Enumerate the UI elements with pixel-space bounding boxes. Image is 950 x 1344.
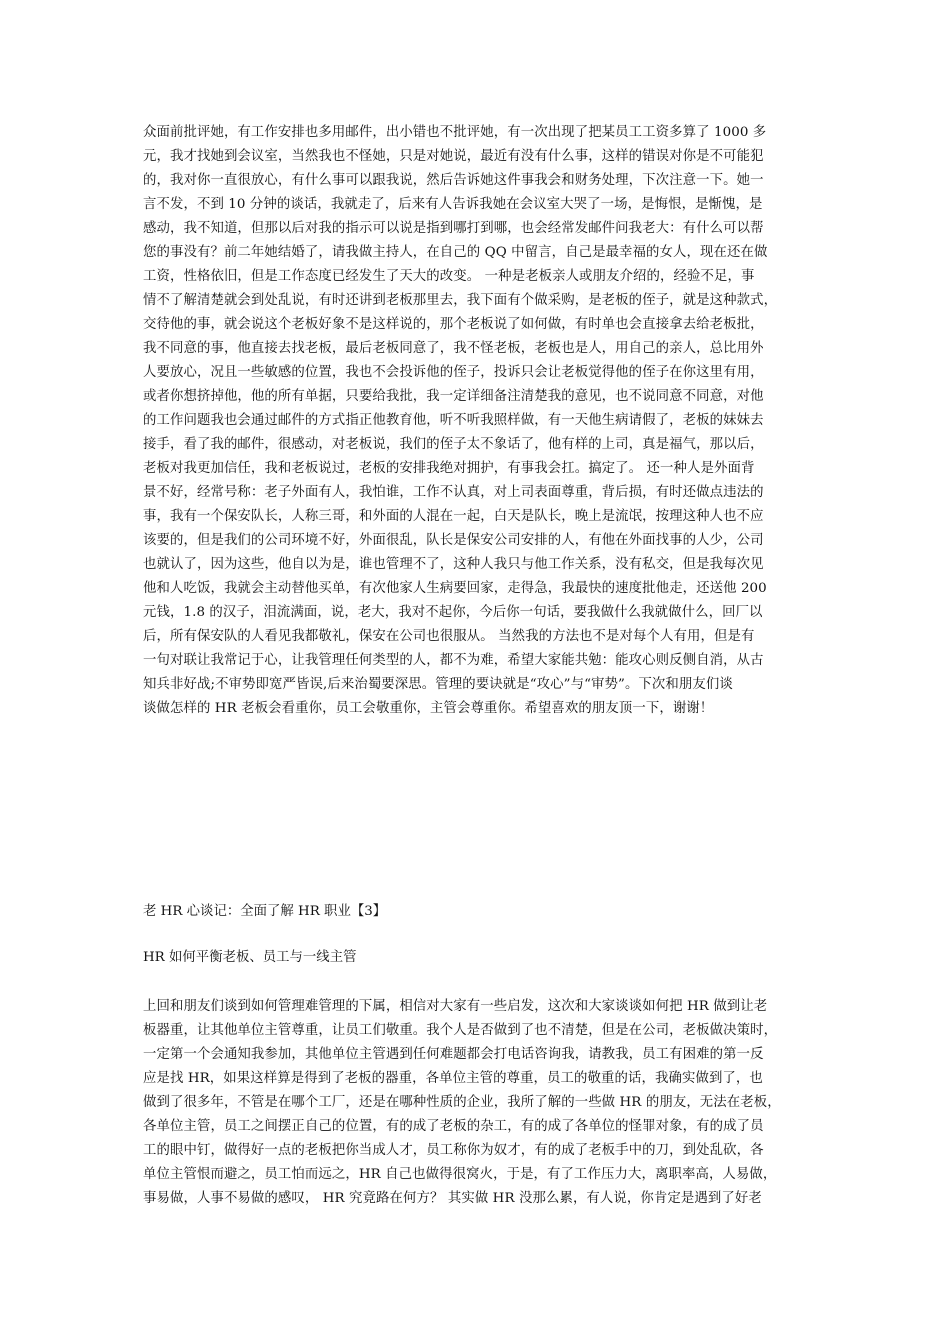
- text-line: 交待他的事，就会说这个老板好象不是这样说的，那个老板说了如何做，有时单也会直接拿去给老板批，: [143, 317, 764, 332]
- text-line: 情不了解清楚就会到处乱说，有时还讲到老板那里去，我下面有个做采购，是老板的侄子，就是这种款式，: [143, 293, 778, 308]
- text-line: 感动，我不知道，但那以后对我的指示可以说是指到哪打到哪，也会经常发邮件问我老大：有什么可以帮: [143, 221, 764, 236]
- section-subtitle: HR 如何平衡老板、员工与一线主管: [143, 950, 357, 965]
- body-paragraph-bottom: [143, 995, 813, 1211]
- text-line: 应是找 HR，如果这样算是得到了老板的器重，各单位主管的尊重，员工的敬重的话，我确实做到了，也: [143, 1071, 763, 1086]
- text-line: 事，我有一个保安队长，人称三哥，和外面的人混在一起，白天是队长，晚上是流氓，按理这种人也不应: [143, 509, 764, 524]
- text-line: 的工作问题我也会通过邮件的方式指正他教育他，听不听我照样做，有一天他生病请假了，老板的妹妹去: [143, 413, 764, 428]
- text-line: 做到了很多年，不管是在哪个工厂，还是在哪种性质的企业，我所了解的一些做 HR 的朋友，无法在老板，: [143, 1095, 781, 1110]
- text-line: 后，所有保安队的人看见我都敬礼，保安在公司也很服从。 当然我的方法也不是对每个人有用，但是有: [143, 629, 755, 644]
- text-line: 人要放心，况且一些敏感的位置，我也不会投诉他的侄子，投诉只会让老板觉得他的侄子在你这里有用，: [143, 365, 764, 380]
- text-line: 事易做，人事不易做的感叹， HR 究竟路在何方？ 其实做 HR 没那么累，有人说，你肯定是遇到了好老: [143, 1191, 762, 1206]
- text-line: 谈做怎样的 HR 老板会看重你，员工会敬重你，主管会尊重你。希望喜欢的朋友顶一下，谢谢！: [143, 701, 714, 716]
- text-line: 工的眼中钉，做得好一点的老板把你当成人才，员工称你为奴才，有的成了老板手中的刀，到处乱砍，各: [143, 1143, 764, 1158]
- text-line: 或者你想挤掉他，他的所有单据，只要给我批，我一定详细备注清楚我的意见，也不说同意不同意，对他: [143, 389, 764, 404]
- text-line: 接手，看了我的邮件，很感动，对老板说，我们的侄子太不象话了，他有样的上司，真是福气，那以后，: [143, 437, 764, 452]
- text-line: 众面前批评她，有工作安排也多用邮件，出小错也不批评她，有一次出现了把某员工工资多算了 1000 多: [143, 125, 767, 140]
- text-line: 也就认了，因为这些，他自以为是，谁也管理不了，这种人我只与他工作关系，没有私交，但是我每次见: [143, 557, 764, 572]
- body-paragraph-top: [143, 121, 813, 721]
- text-line: 老板对我更加信任，我和老板说过，老板的安排我绝对拥护，有事我会扛。搞定了。 还一种人是外面背: [143, 461, 755, 476]
- text-line: 的，我对你一直很放心，有什么事可以跟我说，然后告诉她这件事我会和财务处理，下次注意一下。她一: [143, 173, 764, 188]
- text-line: 言不发，不到 10 分钟的谈话，我就走了，后来有人告诉我她在会议室大哭了一场，是悔恨，是惭愧，是: [143, 197, 763, 212]
- text-line: 知兵非好战;不审势即宽严皆误,后来治蜀要深思。管理的要诀就是“攻心”与“审势”。下次和朋友们谈: [143, 677, 733, 692]
- text-line: 工资，性格依旧，但是工作态度已经发生了天大的改变。 一种是老板亲人或朋友介绍的，经验不足，事: [143, 269, 755, 284]
- text-line: 上回和朋友们谈到如何管理难管理的下属，相信对大家有一些启发，这次和大家谈谈如何把 HR 做到让老: [143, 999, 768, 1014]
- text-line: 一句对联让我常记于心，让我管理任何类型的人，都不为难，希望大家能共勉：能攻心则反侧自消，从古: [143, 653, 764, 668]
- text-line: 一定第一个会通知我参加，其他单位主管遇到任何难题都会打电话咨询我，请教我，员工有困难的第一反: [143, 1047, 764, 1062]
- text-line: 他和人吃饭，我就会主动替他买单，有次他家人生病要回家，走得急，我最快的速度批他走，还送他 200: [143, 581, 767, 596]
- text-line: 元，我才找她到会议室，当然我也不怪她，只是对她说，最近有没有什么事，这样的错误对你是不可能犯: [143, 149, 764, 164]
- section-title: 老 HR 心谈记：全面了解 HR 职业【3】: [143, 904, 387, 919]
- text-line: 我不同意的事，他直接去找老板，最后老板同意了，我不怪老板，老板也是人，用自己的亲人，总比用外: [143, 341, 764, 356]
- text-line: 该要的，但是我们的公司环境不好，外面很乱，队长是保安公司安排的人，有他在外面找事的人少，公司: [143, 533, 764, 548]
- text-line: 元钱，1.8 的汉子，泪流满面，说，老大，我对不起你，今后你一句话，要我做什么我就做什么，回厂以: [143, 605, 763, 620]
- text-line: 您的事没有？前二年她结婚了，请我做主持人，在自己的 QQ 中留言，自己是最幸福的女人，现在还在做: [143, 245, 768, 260]
- text-line: 板器重，让其他单位主管尊重，让员工们敬重。我个人是否做到了也不清楚，但是在公司，老板做决策时，: [143, 1023, 778, 1038]
- text-line: 单位主管恨而避之，员工怕而远之，HR 自己也做得很窝火，于是，有了工作压力大，离职率高，人易做，: [143, 1167, 777, 1182]
- text-line: 各单位主管，员工之间摆正自己的位置，有的成了老板的杂工，有的成了各单位的怪罪对象，有的成了员: [143, 1119, 764, 1134]
- text-line: 景不好，经常号称：老子外面有人，我怕谁，工作不认真，对上司表面尊重，背后损，有时还做点违法的: [143, 485, 764, 500]
